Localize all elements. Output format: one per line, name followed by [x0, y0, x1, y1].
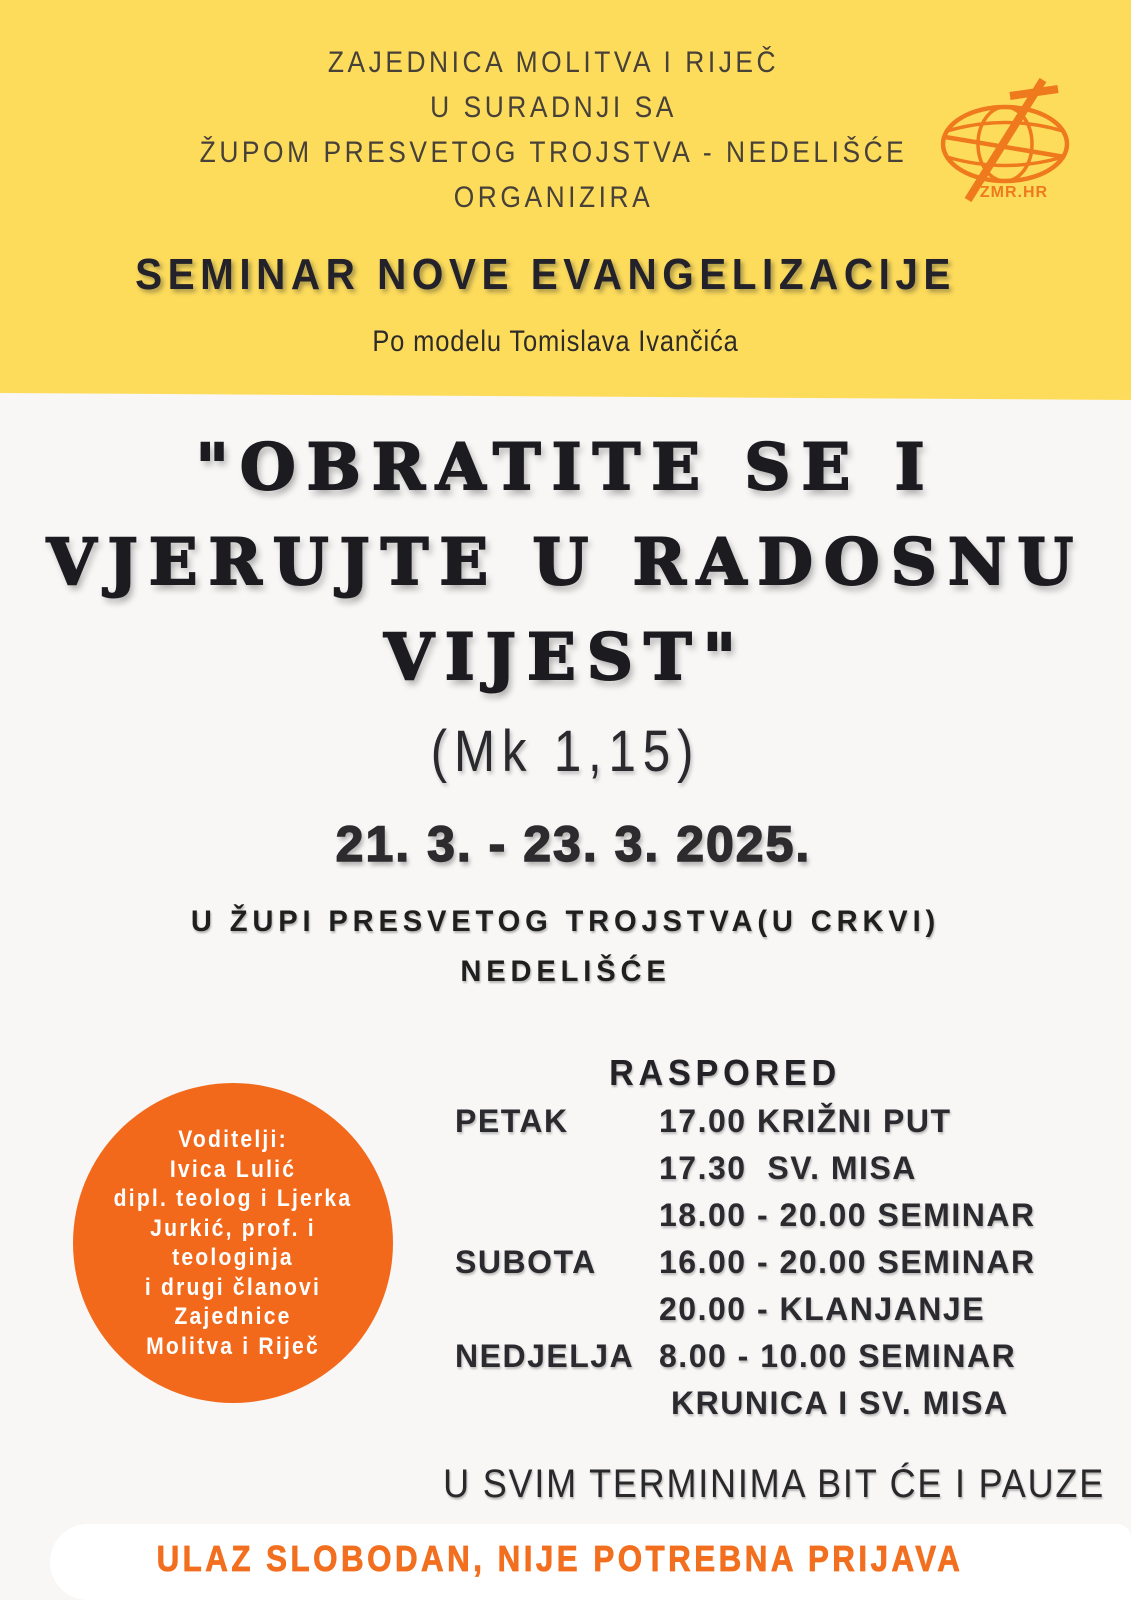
- schedule-row: [455, 1145, 1115, 1192]
- quote-line: "OBRATITE SE I: [195, 430, 936, 505]
- schedule-entry: 17.30 SV. MISA: [659, 1150, 917, 1186]
- schedule-day: NEDJELJA: [455, 1338, 635, 1374]
- schedule-row: [455, 1239, 1115, 1286]
- schedule-row: [455, 1098, 1115, 1145]
- organizer-line: ŽUPOM PRESVETOG TROJSTVA - NEDELIŠĆE: [199, 136, 908, 169]
- leaders-line: Molitva i Riječ: [146, 1332, 320, 1360]
- schedule-day: [455, 1380, 659, 1427]
- schedule-entry: 18.00 - 20.00 SEMINAR: [659, 1197, 1036, 1233]
- bible-verse-reference: (Mk 1,15): [430, 719, 701, 784]
- schedule-row: [455, 1286, 1115, 1333]
- schedule-day: SUBOTA: [455, 1244, 597, 1280]
- leaders-circle: [73, 1083, 393, 1403]
- schedule-entry: KRUNICA I SV. MISA: [671, 1385, 1009, 1421]
- leaders-line: Jurkić, prof. i: [150, 1214, 316, 1242]
- schedule-day: [455, 1145, 659, 1192]
- quote-line: VJERUJTE U RADOSNU: [46, 525, 1085, 600]
- leaders-text: [92, 1125, 374, 1361]
- seminar-subtitle: Po modelu Tomislava Ivančića: [372, 325, 739, 358]
- leaders-line: i drugi članovi: [144, 1273, 322, 1301]
- schedule-row: [455, 1192, 1115, 1239]
- leaders-line: Voditelji:: [178, 1126, 288, 1153]
- schedule-day: PETAK: [455, 1103, 569, 1139]
- organizer-line: ZAJEDNICA MOLITVA I RIJEČ: [327, 46, 780, 79]
- event-dates: 21. 3. - 23. 3. 2025.: [335, 816, 812, 872]
- quote-title: [0, 420, 1131, 705]
- logo-text: ZMR.HR: [979, 184, 1049, 201]
- organizer-line: U SURADNJI SA: [430, 91, 677, 124]
- schedule-day: [455, 1192, 659, 1239]
- schedule-entry: 16.00 - 20.00 SEMINAR: [659, 1244, 1036, 1280]
- quote-line: VIJEST": [384, 620, 747, 695]
- schedule-title: RASPORED: [609, 1052, 841, 1093]
- schedule-day: [455, 1286, 659, 1333]
- leaders-line: dipl. teolog i Ljerka: [113, 1185, 353, 1212]
- schedule-entry: 17.00 KRIŽNI PUT: [659, 1103, 952, 1139]
- schedule-table: [455, 1098, 1115, 1427]
- leaders-line: Ivica Lulić: [169, 1155, 297, 1183]
- leaders-line: teologinja: [172, 1244, 294, 1271]
- schedule-row: [455, 1333, 1115, 1380]
- leaders-line: Zajednice: [174, 1303, 292, 1330]
- organizer-line: ORGANIZIRA: [453, 181, 654, 214]
- event-location-line2: NEDELIŠĆE: [460, 955, 671, 988]
- free-entry-banner: ULAZ SLOBODAN, NIJE POTREBNA PRIJAVA: [156, 1538, 964, 1579]
- pause-note: U SVIM TERMINIMA BIT ĆE I PAUZE: [443, 1462, 1105, 1506]
- schedule-entry: 8.00 - 10.00 SEMINAR: [659, 1338, 1017, 1374]
- event-location-line1: U ŽUPI PRESVETOG TROJSTVA(U CRKVI): [190, 905, 941, 938]
- schedule-row: [455, 1380, 1115, 1427]
- globe-cross-icon: [912, 58, 1082, 208]
- organizer-block: [56, 40, 1051, 220]
- seminar-title: SEMINAR NOVE EVANGELIZACIJE: [135, 250, 956, 299]
- schedule-entry: 20.00 - KLANJANJE: [659, 1291, 986, 1327]
